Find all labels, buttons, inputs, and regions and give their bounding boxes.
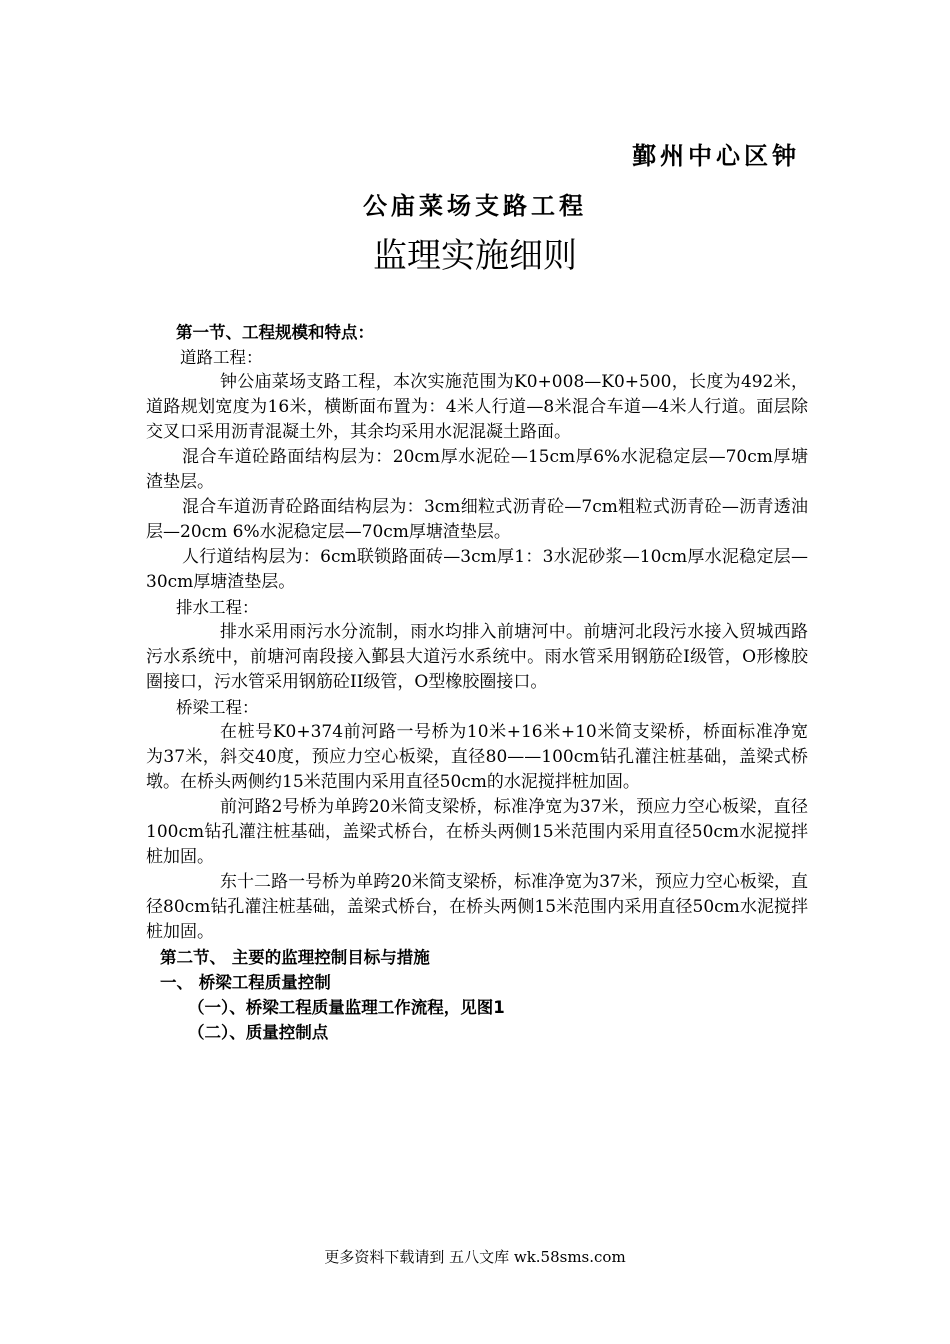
road-paragraph-1: 钟公庙菜场支路工程，本次实施范围为K0+008—K0+500，长度为492米，道路规划宽度为16米，横断面布置为：4米人行道—8米混合车道—4米人行道。面层除交叉口采用沥青混凝土外，其余均采用水泥混凝土路面。 xyxy=(146,372,808,442)
road-paragraph-3: 混合车道沥青砼路面结构层为：3cm细粒式沥青砼—7cm粗粒式沥青砼—沥青透油层—20cm 6%水泥稳定层—70cm厚塘渣垫层。 xyxy=(146,497,808,542)
section-1-heading: 第一节、工程规模和特点： xyxy=(176,323,374,342)
drainage-heading: 排水工程： xyxy=(176,598,259,617)
bridge-paragraph-3: 东十二路一号桥为单跨20米简支梁桥，标准净宽为37米，预应力空心板梁，直径80cm钻孔灌注桩基础，盖梁式桥台，在桥头两侧15米范围内采用直径50cm水泥搅拌桩加固。 xyxy=(146,872,808,942)
bridge-paragraph-1: 在桩号K0+374前河路一号桥为10米+16米+10米简支梁桥，桥面标准净宽为37米，斜交40度，预应力空心板梁，直径80——100cm钻孔灌注桩基础，盖梁式桥墩。在桥头两侧约15米范围内采用直径50cm的水泥搅拌桩加固。 xyxy=(146,722,808,792)
section-2-sub-2: （二）、质量控制点 xyxy=(188,1023,329,1042)
section-2-heading: 第二节、 主要的监理控制目标与措施 xyxy=(160,948,430,967)
section-2-item-1: 一、 桥梁工程质量控制 xyxy=(160,973,331,992)
document-body xyxy=(146,320,808,1045)
drainage-paragraph-1: 排水采用雨污水分流制，雨水均排入前塘河中。前塘河北段污水接入贸城西路污水系统中，前塘河南段接入鄞县大道污水系统中。雨水管采用钢筋砼I级管，O形橡胶圈接口，污水管采用钢筋砼II级管，O型橡胶圈接口。 xyxy=(146,622,808,692)
road-heading: 道路工程： xyxy=(180,348,263,367)
document-title: 监理实施细则 xyxy=(373,236,577,276)
bridge-heading: 桥梁工程： xyxy=(176,698,259,717)
road-paragraph-2: 混合车道砼路面结构层为：20cm厚水泥砼—15cm厚6%水泥稳定层—70cm厚塘渣垫层。 xyxy=(146,447,808,492)
title-line-1: 鄞州中心区钟 xyxy=(632,142,800,170)
section-2-sub-1: （一）、桥梁工程质量监理工作流程，见图1 xyxy=(188,998,505,1017)
road-paragraph-4: 人行道结构层为：6cm联锁路面砖—3cm厚1：3水泥砂浆—10cm厚水泥稳定层—30cm厚塘渣垫层。 xyxy=(146,547,808,592)
title-line-2: 公庙菜场支路工程 xyxy=(363,192,587,220)
bridge-paragraph-2: 前河路2号桥为单跨20米简支梁桥，标准净宽为37米，预应力空心板梁，直径100cm钻孔灌注桩基础，盖梁式桥台，在桥头两侧15米范围内采用直径50cm水泥搅拌桩加固。 xyxy=(146,797,808,867)
footer-text: 更多资料下载请到 五八文库 wk.58sms.com xyxy=(324,1248,626,1266)
